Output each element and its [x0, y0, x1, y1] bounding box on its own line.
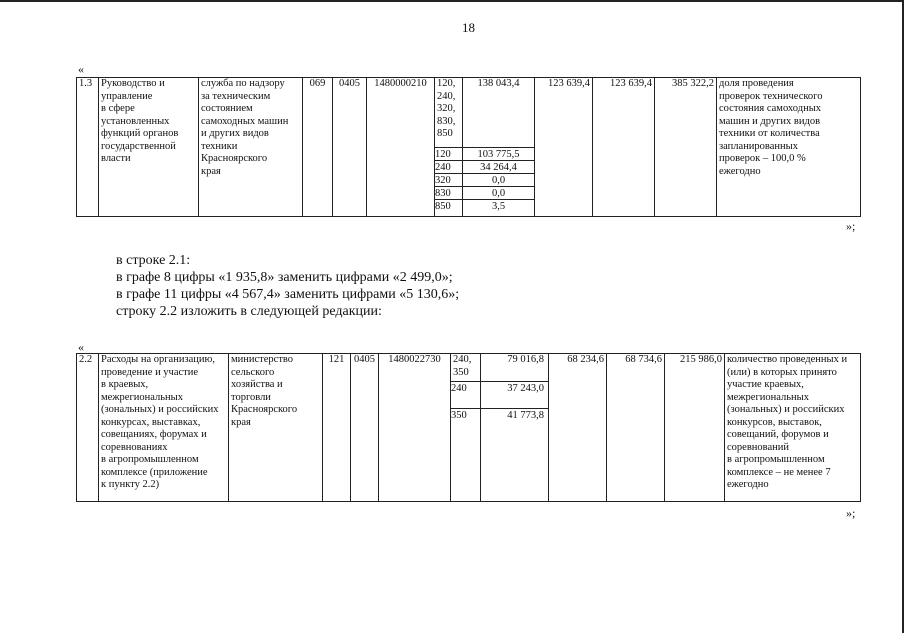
year3-amount: 123 639,4: [593, 78, 655, 217]
amount-total: 138 043,4: [477, 78, 520, 89]
vr-code: 240: [435, 160, 463, 173]
activity-name: Руководство и управление в сфере установленных функций органов государственной власти: [99, 78, 199, 217]
row-number: 2.2: [77, 354, 99, 502]
amount-value: 0,0: [463, 186, 535, 199]
csr-code: 1480022730: [379, 354, 451, 502]
total-period-amount: 215 986,0: [665, 354, 725, 502]
amount-column: [481, 354, 549, 502]
total-period-amount: 385 322,2: [655, 78, 717, 217]
vr-code: 120: [435, 147, 463, 160]
vr-code: 320: [435, 173, 463, 186]
expected-result: количество проведенных и (или) в которых принято участие краевых, межрегиональных (зональных) и российских конкурсов, выставок, совещаний, форумов и соревнований в агропромышленном комплексе – не менее 7 ежегодно: [725, 354, 861, 502]
amount-total: 79 016,8: [507, 354, 544, 365]
vr-code: 350: [451, 408, 481, 421]
vr-total: 120, 240, 320, 830, 850: [437, 78, 456, 139]
vr-code: 240: [451, 381, 481, 408]
amount-value: 34 264,4: [463, 160, 535, 173]
year2-amount: 123 639,4: [535, 78, 593, 217]
activity-name: Расходы на организацию, проведение и участие в краевых, межрегиональных (зональных) и российских конкурсах, выставках, совещаниях, форумах и соревнованиях в агропромышленном комплексе (приложение к пункту 2.2): [99, 354, 229, 502]
csr-code: 1480000210: [367, 78, 435, 217]
vr-total: 240, 350: [453, 354, 472, 378]
executor: служба по надзору за техническим состоянием самоходных машин и других видов техники Красноярского края: [199, 78, 303, 217]
table-row-1-3: [76, 77, 861, 217]
grbs-code: 121: [323, 354, 351, 502]
frame-top-border: [0, 0, 904, 2]
vr-code: 830: [435, 186, 463, 199]
amount-value: 3,5: [463, 199, 535, 212]
amount-column: [463, 78, 535, 217]
year3-amount: 68 734,6: [607, 354, 665, 502]
expected-result: доля проведения проверок технического состояния самоходных машин и других видов техники от количества запланированных проверок – 100,0 % ежегодно: [717, 78, 861, 217]
quote-open-1: «: [78, 62, 84, 76]
grbs-code: 069: [303, 78, 333, 217]
amount-value: 41 773,8: [481, 408, 549, 421]
quote-close-1: »;: [846, 219, 856, 233]
quote-close-2: »;: [846, 506, 856, 520]
row-number: 1.3: [77, 78, 99, 217]
vr-code: 850: [435, 199, 463, 212]
rzpr-code: 0405: [351, 354, 379, 502]
amount-value: 103 775,5: [463, 147, 535, 160]
page-number: 18: [462, 20, 475, 35]
vr-column: [451, 354, 481, 502]
rzpr-code: 0405: [333, 78, 367, 217]
vr-column: [435, 78, 463, 217]
executor: министерство сельского хозяйства и торговли Красноярского края: [229, 354, 323, 502]
quote-open-2: «: [78, 340, 84, 354]
instruction-line: строку 2.2 изложить в следующей редакции:: [116, 304, 382, 319]
amount-value: 0,0: [463, 173, 535, 186]
amount-value: 37 243,0: [481, 381, 549, 408]
year2-amount: 68 234,6: [549, 354, 607, 502]
instruction-line: в графе 8 цифры «1 935,8» заменить цифрами «2 499,0»;: [116, 270, 453, 285]
instruction-line: в строке 2.1:: [116, 253, 191, 268]
instruction-line: в графе 11 цифры «4 567,4» заменить цифрами «5 130,6»;: [116, 287, 460, 302]
table-row-2-2: [76, 353, 861, 502]
